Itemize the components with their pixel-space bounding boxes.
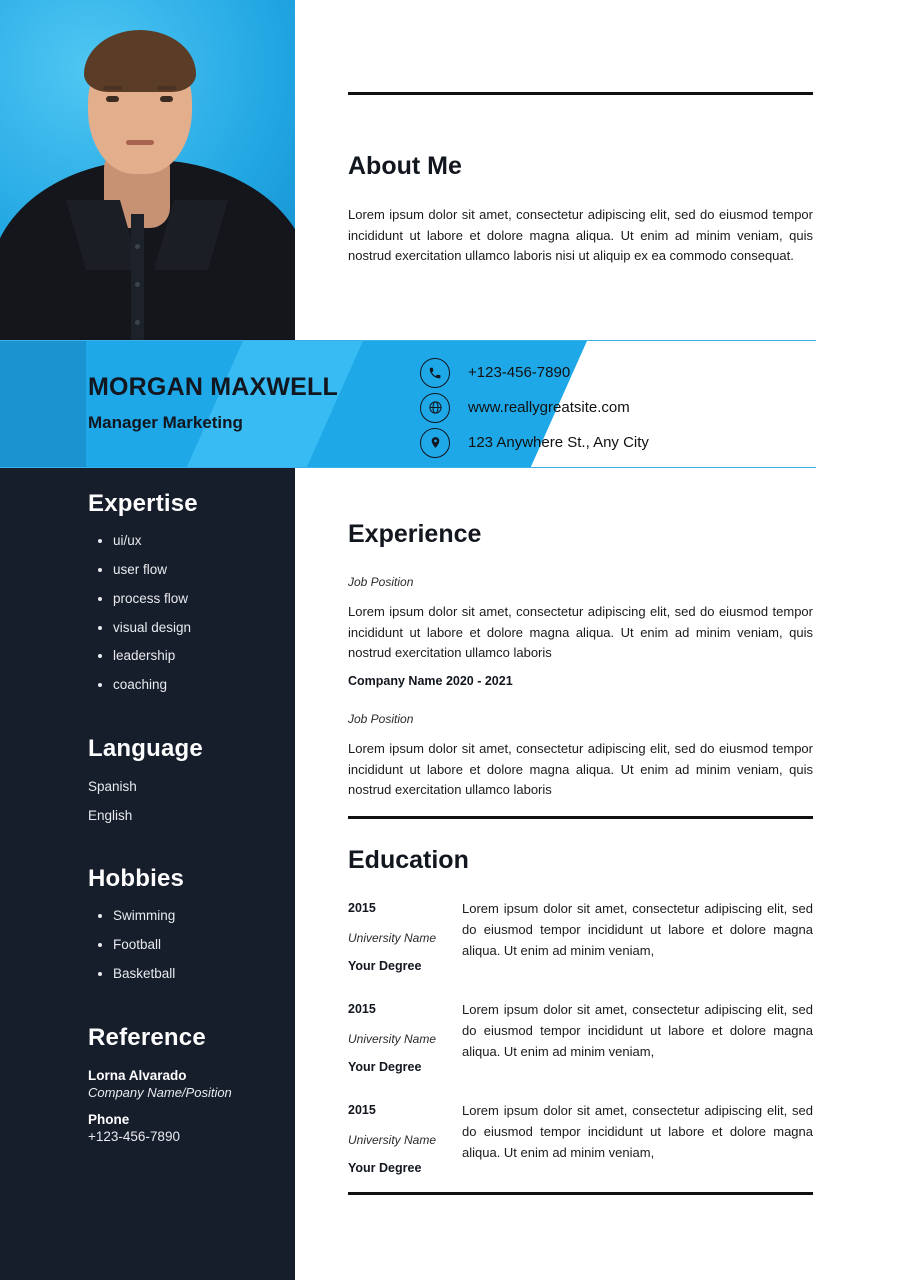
divider-middle <box>348 816 813 819</box>
experience-description: Lorem ipsum dolor sit amet, consectetur adipiscing elit, sed do eiusmod tempor incididunt ut labore et dolore magna aliqua. Ut enim ad minim veniam, quis nostrud exercitation ullamco laboris <box>348 741 813 797</box>
experience-position: Job Position <box>348 712 414 726</box>
reference-phone-label: Phone <box>88 1111 130 1127</box>
experience-description: Lorem ipsum dolor sit amet, consectetur adipiscing elit, sed do eiusmod tempor incididunt ut labore et dolore magna aliqua. Ut enim ad minim veniam, quis nostrud exercitation ullamco laboris <box>348 604 813 660</box>
location-pin-icon <box>420 428 450 458</box>
hobbies-heading: Hobbies <box>88 865 185 893</box>
list-item: • Football <box>113 938 271 953</box>
education-year: 2015 <box>348 1002 376 1016</box>
education-university: University Name <box>348 931 437 945</box>
photo-brow-left <box>103 86 122 90</box>
reference-heading: Reference <box>88 1023 206 1051</box>
reference-phone: +123-456-7890 <box>88 1128 180 1144</box>
language-heading: Language <box>88 735 203 763</box>
name-banner <box>0 340 816 468</box>
education-description: Lorem ipsum dolor sit amet, consectetur adipiscing elit, sed do eiusmod tempor incididunt ut labore et dolore magna aliqua. Ut enim ad minim veniam, <box>462 1103 813 1160</box>
about-text: Lorem ipsum dolor sit amet, consectetur adipiscing elit, sed do eiusmod tempor incididunt ut labore et dolore magna aliqua. Ut enim ad minim veniam, quis nostrud exercitation ullamco laboris nisi ut aliquip ex ea commodo consequat. <box>348 207 813 263</box>
list-item: • process flow <box>113 592 271 607</box>
sidebar-column <box>0 0 295 1280</box>
photo-eye-left <box>106 96 119 102</box>
photo-eye-right <box>160 96 173 102</box>
reference-name: Lorna Alvarado <box>88 1067 187 1083</box>
photo-shirt-button <box>135 282 140 287</box>
education-description: Lorem ipsum dolor sit amet, consectetur adipiscing elit, sed do eiusmod tempor incididunt ut labore et dolore magna aliqua. Ut enim ad minim veniam, <box>462 1002 813 1059</box>
education-year: 2015 <box>348 901 376 915</box>
list-item: • Basketball <box>113 967 271 982</box>
contact-phone-row[interactable] <box>420 355 649 390</box>
education-degree: Your Degree <box>348 959 422 973</box>
expertise-heading: Expertise <box>88 490 198 517</box>
list-item: • ui/ux <box>113 534 271 549</box>
full-name: MORGAN MAXWELL <box>88 373 338 401</box>
experience-company: Company Name 2020 - 2021 <box>348 674 513 688</box>
contact-website-row[interactable] <box>420 390 649 425</box>
phone-icon <box>420 358 450 388</box>
education-heading: Education <box>348 846 469 874</box>
globe-icon <box>420 393 450 423</box>
banner-dark-edge <box>0 341 86 468</box>
photo-mouth <box>126 140 154 145</box>
experience-heading: Experience <box>348 520 482 548</box>
list-item: • Swimming <box>113 909 271 924</box>
divider-top <box>348 92 813 95</box>
education-university: University Name <box>348 1032 437 1046</box>
list-item: • leadership <box>113 649 271 664</box>
expertise-list <box>95 534 271 693</box>
phone-text: +123-456-7890 <box>468 364 571 381</box>
photo-brow-right <box>157 86 176 90</box>
hobbies-list <box>95 909 271 982</box>
address-text: 123 Anywhere St., Any City <box>468 434 649 451</box>
contact-address-row[interactable] <box>420 425 649 460</box>
profile-photo <box>0 0 295 340</box>
education-degree: Your Degree <box>348 1060 422 1074</box>
main-column <box>295 0 904 1280</box>
education-description: Lorem ipsum dolor sit amet, consectetur adipiscing elit, sed do eiusmod tempor incididunt ut labore et dolore magna aliqua. Ut enim ad minim veniam, <box>462 901 813 958</box>
education-university: University Name <box>348 1133 437 1147</box>
photo-shirt-button <box>135 244 140 249</box>
list-item: • visual design <box>113 621 271 636</box>
contact-list <box>420 355 649 460</box>
list-item: • coaching <box>113 678 271 693</box>
education-degree: Your Degree <box>348 1161 422 1175</box>
education-year: 2015 <box>348 1103 376 1117</box>
about-heading: About Me <box>348 152 462 180</box>
reference-position: Company Name/Position <box>88 1084 232 1100</box>
divider-bottom <box>348 1192 813 1195</box>
sidebar-content <box>0 470 295 1144</box>
language-item: English <box>88 808 133 824</box>
list-item: • user flow <box>113 563 271 578</box>
experience-position: Job Position <box>348 575 414 589</box>
language-item: Spanish <box>88 779 137 795</box>
job-title: Manager Marketing <box>88 413 243 432</box>
photo-shirt-button <box>135 320 140 325</box>
website-text: www.reallygreatsite.com <box>468 399 630 416</box>
